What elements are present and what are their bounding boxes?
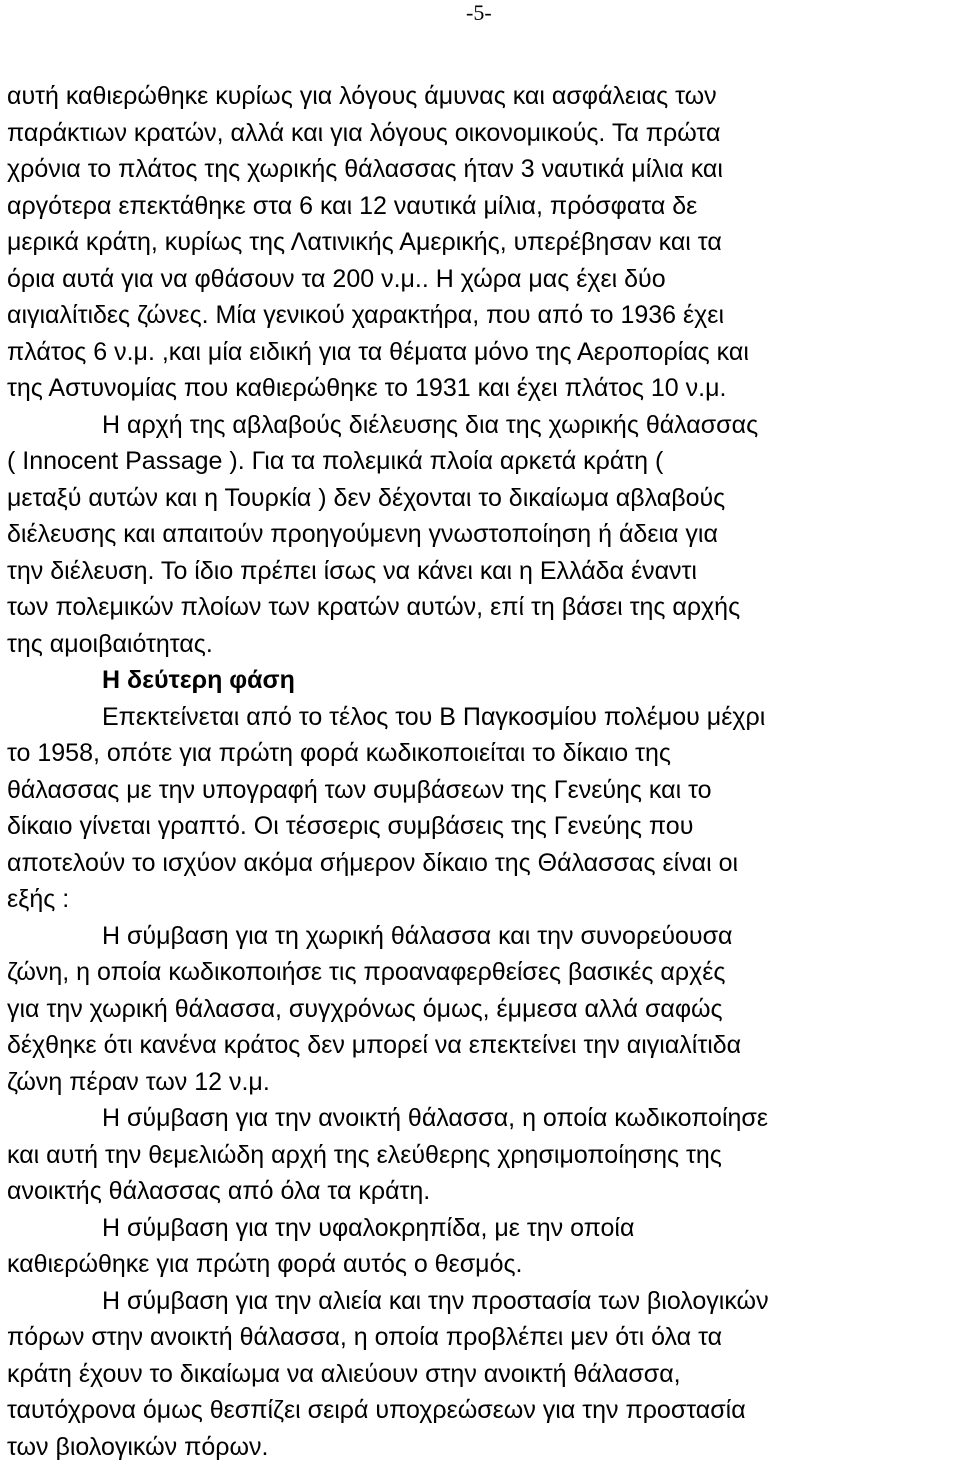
text-line: διέλευσης και απαιτούν προηγούμενη γνωστοποίηση ή άδεια για	[7, 520, 718, 548]
text-line: Η σύμβαση για την ανοικτή θάλασσα, η οποία κωδικοποίησε	[102, 1104, 768, 1132]
text-line: παράκτιων κρατών, αλλά και για λόγους οικονομικούς. Τα πρώτα	[7, 118, 721, 147]
text-line: των πολεμικών πλοίων των κρατών αυτών, επί τη βάσει της αρχής	[7, 593, 741, 621]
text-line: την διέλευση. Το ίδιο πρέπει ίσως να κάνει και η Ελλάδα έναντι	[7, 556, 697, 585]
text-line: Η αρχή της αβλαβούς διέλευσης δια της χωρικής θάλασσας	[102, 410, 759, 439]
section-heading: Η δεύτερη φάση	[102, 666, 295, 694]
text-line: αποτελούν το ισχύον ακόμα σήμερον δίκαιο της Θάλασσας είναι οι	[7, 848, 739, 877]
text-line: χρόνια το πλάτος της χωρικής θάλασσας ήταν 3 ναυτικά μίλια και	[7, 155, 723, 183]
text-line: Η σύμβαση για την αλιεία και την προστασία των βιολογικών	[102, 1286, 769, 1315]
text-line: δίκαιο γίνεται γραπτό. Οι τέσσερις συμβάσεις της Γενεύης που	[7, 812, 694, 840]
text-line: Η σύμβαση για τη χωρική θάλασσα και την συνορεύουσα	[102, 921, 733, 950]
text-line: μεταξύ αυτών και η Τουρκία ) δεν δέχονται το δικαίωμα αβλαβούς	[7, 483, 726, 512]
text-line: πόρων στην ανοικτή θάλασσα, η οποία προβλέπει μεν ότι όλα τα	[7, 1323, 723, 1351]
text-line: ( Innocent Passage ). Για τα πολεμικά πλοία αρκετά κράτη (	[7, 447, 664, 475]
text-line: ανοικτής θάλασσας από όλα τα κράτη.	[7, 1177, 431, 1205]
text-line: το 1958, οπότε για πρώτη φορά κωδικοποιείται το δίκαιο της	[7, 739, 671, 767]
text-line: ζώνη πέραν των 12 ν.μ.	[7, 1067, 270, 1096]
text-line: όρια αυτά για να φθάσουν τα 200 ν.μ.. Η χώρα μας έχει δύο	[7, 264, 666, 293]
text-line: αργότερα επεκτάθηκε στα 6 και 12 ναυτικά μίλια, πρόσφατα δε	[7, 191, 698, 220]
text-line: της αμοιβαιότητας.	[7, 629, 213, 658]
text-line: αυτή καθιερώθηκε κυρίως για λόγους άμυνας και ασφάλειας των	[7, 82, 717, 110]
text-line: για την χωρική θάλασσα, συγχρόνως όμως, έμμεσα αλλά σαφώς	[7, 994, 723, 1023]
text-line: Η σύμβαση για την υφαλοκρηπίδα, με την οποία	[102, 1213, 635, 1242]
text-line: θάλασσας με την υπογραφή των συμβάσεων της Γενεύης και το	[7, 775, 712, 804]
text-line: και αυτή την θεμελιώδη αρχή της ελεύθερης χρησιμοποίησης της	[7, 1140, 722, 1169]
text-line: κράτη έχουν το δικαίωμα να αλιεύουν στην ανοικτή θάλασσα,	[7, 1359, 681, 1388]
text-line: καθιερώθηκε για πρώτη φορά αυτός ο θεσμός.	[7, 1250, 523, 1278]
text-line: εξής :	[7, 885, 70, 913]
text-line: αιγιαλίτιδες ζώνες. Μία γενικού χαρακτήρα, που από το 1936 έχει	[7, 301, 724, 329]
text-line: ταυτόχρονα όμως θεσπίζει σειρά υποχρεώσεων για την προστασία	[7, 1396, 746, 1424]
text-line: των βιολογικών πόρων.	[7, 1432, 269, 1461]
text-line: της Αστυνομίας που καθιερώθηκε το 1931 και έχει πλάτος 10 ν.μ.	[7, 374, 727, 402]
text-line: μερικά κράτη, κυρίως της Λατινικής Αμερικής, υπερέβησαν και τα	[7, 228, 722, 256]
page-number: -5-	[466, 0, 492, 25]
text-line: δέχθηκε ότι κανένα κράτος δεν μπορεί να επεκτείνει την αιγιαλίτιδα	[7, 1031, 742, 1059]
text-line: Επεκτείνεται από το τέλος του Β Παγκοσμίου πολέμου μέχρι	[102, 702, 766, 731]
text-line: ζώνη, η οποία κωδικοποιήσε τις προαναφερθείσες βασικές αρχές	[7, 958, 726, 986]
document-body	[7, 78, 953, 1465]
text-line: πλάτος 6 ν.μ. ,και μία ειδική για τα θέματα μόνο της Αεροπορίας και	[7, 337, 749, 366]
